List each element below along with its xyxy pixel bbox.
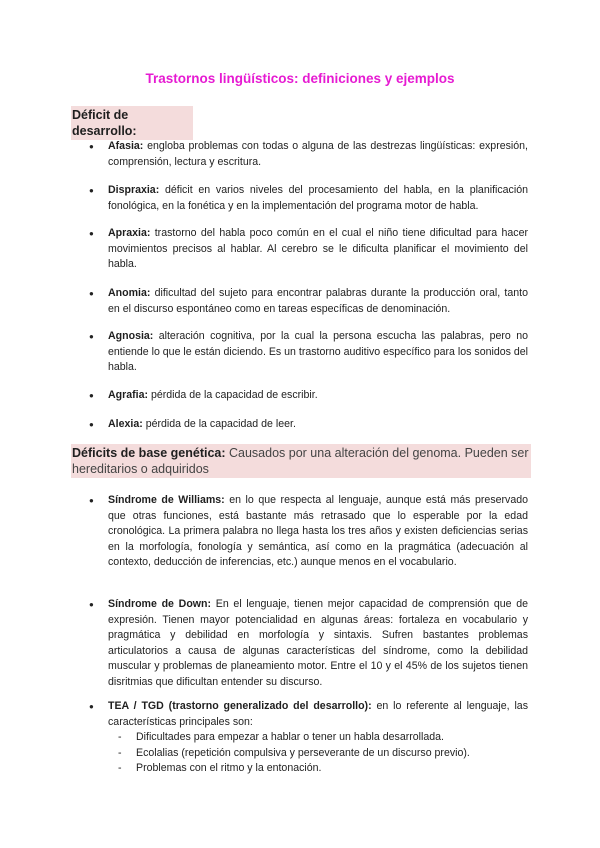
term-label: Síndrome de Williams: [108,494,225,506]
term-label: Anomia: [108,287,151,299]
term-definition: en lo referente al lenguaje, las características principales son: [108,700,528,728]
list-item-apraxia [108,226,528,273]
section-heading-developmental-deficit [71,106,193,140]
section-heading-description: Causados por una alteración del genoma. Pueden ser hereditarios o adquiridos [72,446,529,476]
term-definition: en lo que respecta al lenguaje, aunque está más preservado que otras funciones, está bastante más retrasado que lo esperable por la edad cronológica. La primera palabra no llega hasta los tres años y existen deficiencias serias en la morfología, fonología y semántica, así como en la pragmática (adecuación al contexto, deducción de inferencias, etc.) aunque menos en el vocabulario. [108,494,529,568]
list-item-agnosia [108,329,528,376]
term-label: Agrafia: [108,389,149,401]
term-label: TEA / TGD (trastorno generalizado del desarrollo): [108,700,372,712]
list-item-down-syndrome [108,597,528,690]
term-definition: trastorno del habla poco común en el cual el niño tiene dificultad para hacer movimientos precisos al hablar. Al cerebro se le dificulta planificar el movimiento del habla. [108,227,528,270]
term-label: Apraxia: [108,227,151,239]
term-label: Síndrome de Down: [108,598,212,610]
list-item-afasia [108,139,528,170]
list-item-alexia [108,417,528,433]
sublist-item: - Ecolalias (repetición compulsiva y perseverante de un discurso previo). [118,746,528,762]
term-definition: engloba problemas con todas o alguna de las destrezas lingüísticas: expresión, comprensión, lectura y escritura. [108,140,528,168]
term-definition: dificultad del sujeto para encontrar palabras durante la producción oral, tanto en el discurso espontáneo como en tareas específicas de denominación. [108,287,528,315]
term-label: Alexia: [108,418,143,430]
term-definition: En el lenguaje, tienen mejor capacidad de comprensión que de expresión. Tienen mayor potencialidad en algunas áreas: fortaleza en vocabulario y pragmática y debilidad en morfología y sintaxis. Sufren bastantes problemas articulatorios a causa de algunas características del síndrome, como la debilidad muscular y problemas de planeamiento motor. Entre el 10 y el 45% de los sujetos tienen disritmias que dificultan entender su discurso. [108,598,528,688]
term-label: Dispraxia: [108,184,160,196]
sublist-item: - Problemas con el ritmo y la entonación. [118,761,528,777]
section-heading-label: Déficits de base genética: [72,446,226,460]
list-item-agrafia [108,388,528,404]
term-label: Afasia: [108,140,144,152]
term-definition: déficit en varios niveles del procesamiento del habla, en la planificación fonológica, en la fonética y en la implementación del programa motor de habla. [108,184,528,212]
term-definition: pérdida de la capacidad de escribir. [148,389,318,401]
list-item-williams-syndrome [108,493,528,571]
section-heading-label: Déficit de desarrollo: [72,108,137,138]
document-title: Trastornos lingüísticos: definiciones y ejemplos [145,71,455,86]
sublist-item: - Dificultades para empezar a hablar o tener un habla desarrollada. [118,730,528,746]
term-definition: alteración cognitiva, por la cual la persona escucha las palabras, pero no entiende lo que le están diciendo. Es un trastorno auditivo específico para los sonidos del habla. [108,330,528,373]
list-item-tea-tgd [108,699,528,777]
tea-characteristics-sublist [118,730,528,777]
list-item-anomia [108,286,528,317]
list-item-dispraxia [108,183,528,214]
term-definition: pérdida de la capacidad de leer. [142,418,296,430]
section-heading-genetic-deficit [71,444,531,478]
term-label: Agnosia: [108,330,154,342]
